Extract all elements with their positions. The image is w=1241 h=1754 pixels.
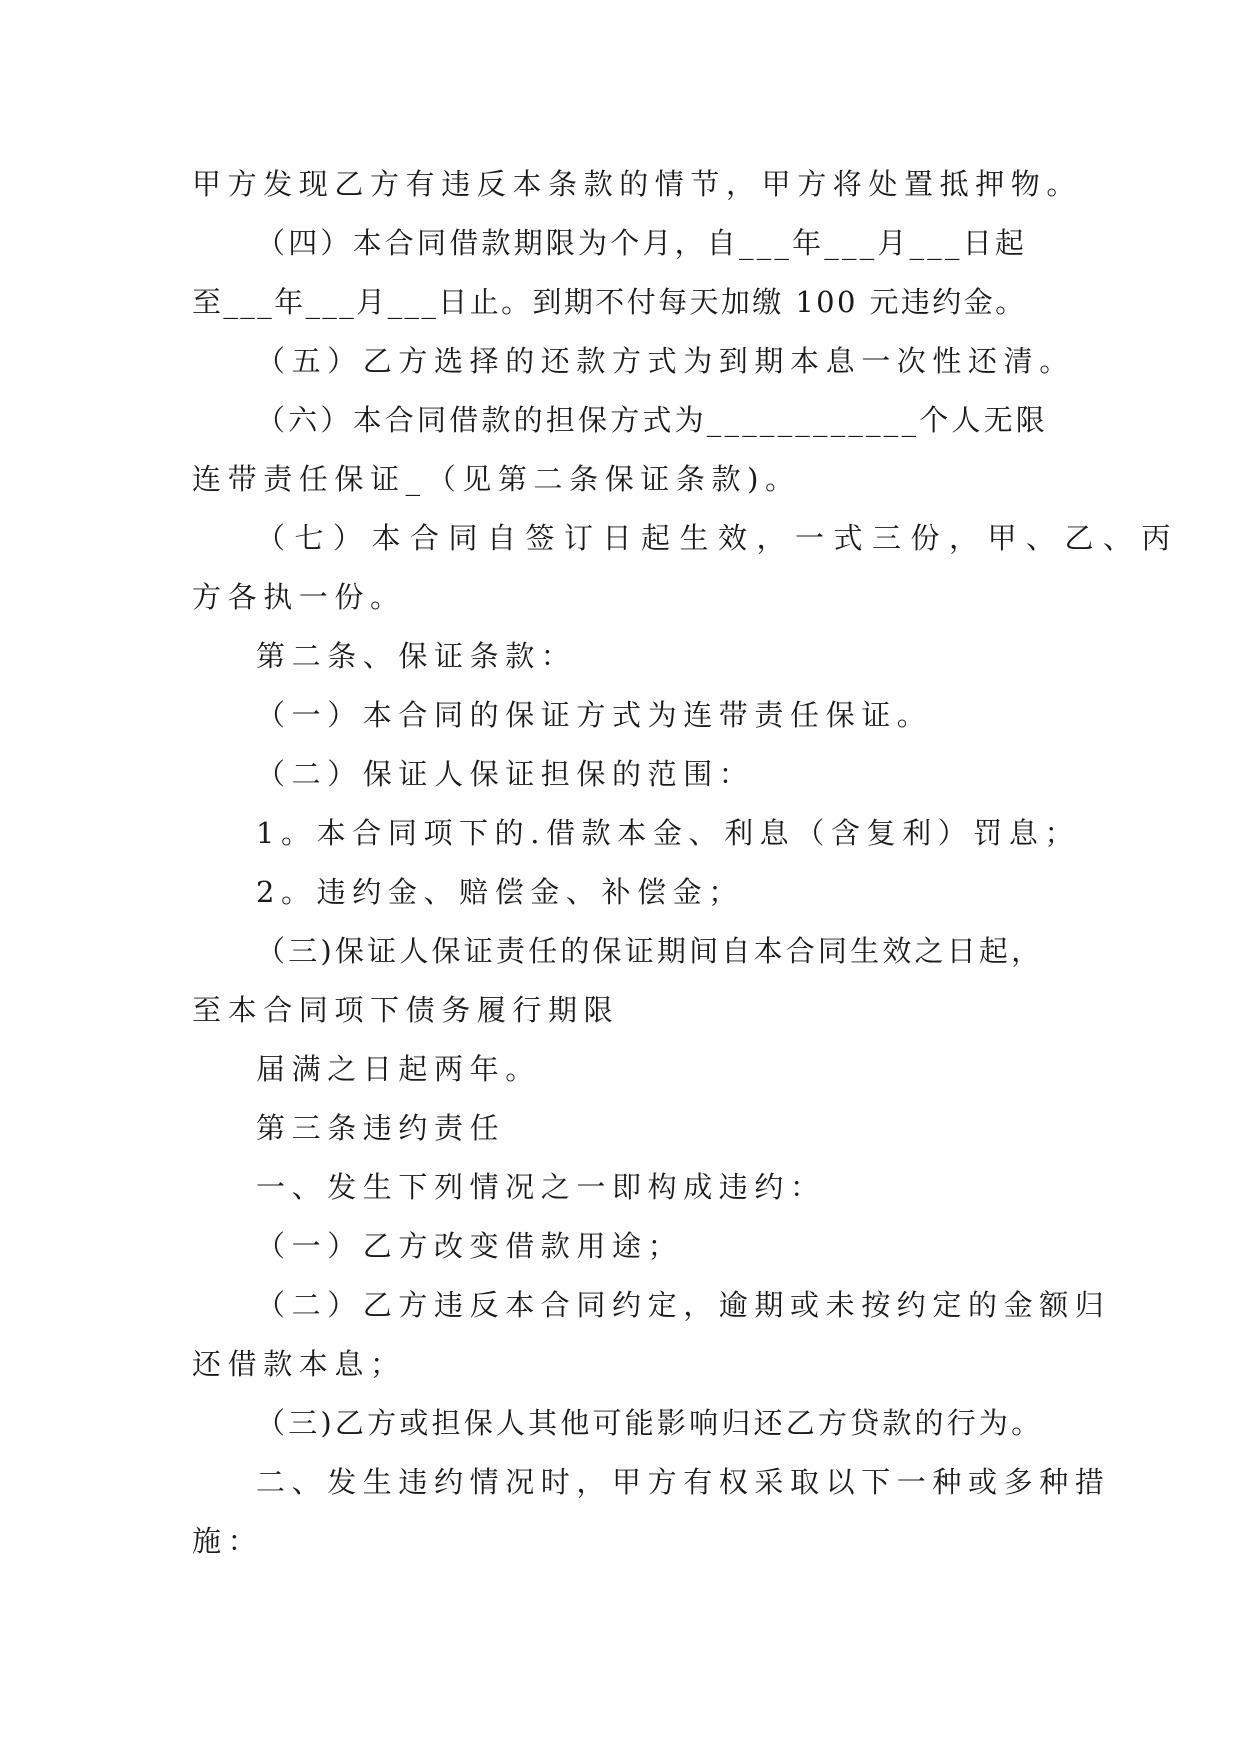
section-heading: 第二条、保证条款： xyxy=(256,639,577,673)
paragraph-line: 还借款本息； xyxy=(192,1347,406,1381)
paragraph-line: 至___年___月___日止。到期不付每天加缴 100 元违约金。 xyxy=(192,285,1027,319)
paragraph-line: （一）本合同的保证方式为连带责任保证。 xyxy=(256,698,933,732)
section-heading: 第三条违约责任 xyxy=(256,1111,506,1145)
paragraph-line: （一）乙方改变借款用途； xyxy=(256,1229,684,1263)
paragraph-line: （二）保证人保证担保的范围： xyxy=(256,757,755,791)
paragraph-line: （四）本合同借款期限为个月，自___年___月___日起 xyxy=(256,226,1028,260)
paragraph-line: （三)保证人保证责任的保证期间自本合同生效之日起， xyxy=(256,934,1044,968)
list-item: 2。违约金、赔偿金、补偿金； xyxy=(256,875,744,909)
paragraph-line: （六）本合同借款的担保方式为____________个人无限 xyxy=(256,403,1049,437)
paragraph-line: 二、发生违约情况时，甲方有权采取以下一种或多种措 xyxy=(256,1465,1111,1499)
paragraph-line: 方各执一份。 xyxy=(192,580,406,614)
paragraph-line: （三)乙方或担保人其他可能影响归还乙方贷款的行为。 xyxy=(256,1406,1044,1440)
paragraph-line: 连带责任保证_（见第二条保证条款)。 xyxy=(192,462,801,496)
paragraph-line: 甲方发现乙方有违反本条款的情节，甲方将处置抵押物。 xyxy=(192,167,1083,201)
paragraph-line: （七）本合同自签订日起生效，一式三份，甲、乙、丙 xyxy=(256,521,1181,555)
list-item: 1。本合同项下的.借款本金、利息（含复利）罚息； xyxy=(256,816,1081,850)
paragraph-line: 至本合同项下债务履行期限 xyxy=(192,993,620,1027)
paragraph-line: （二）乙方违反本合同约定，逾期或未按约定的金额归 xyxy=(256,1288,1111,1322)
paragraph-line: 施： xyxy=(192,1524,264,1558)
paragraph-line: 一、发生下列情况之一即构成违约： xyxy=(256,1170,826,1204)
paragraph-line: 届满之日起两年。 xyxy=(256,1052,541,1086)
paragraph-line: （五）乙方选择的还款方式为到期本息一次性还清。 xyxy=(256,344,1075,378)
